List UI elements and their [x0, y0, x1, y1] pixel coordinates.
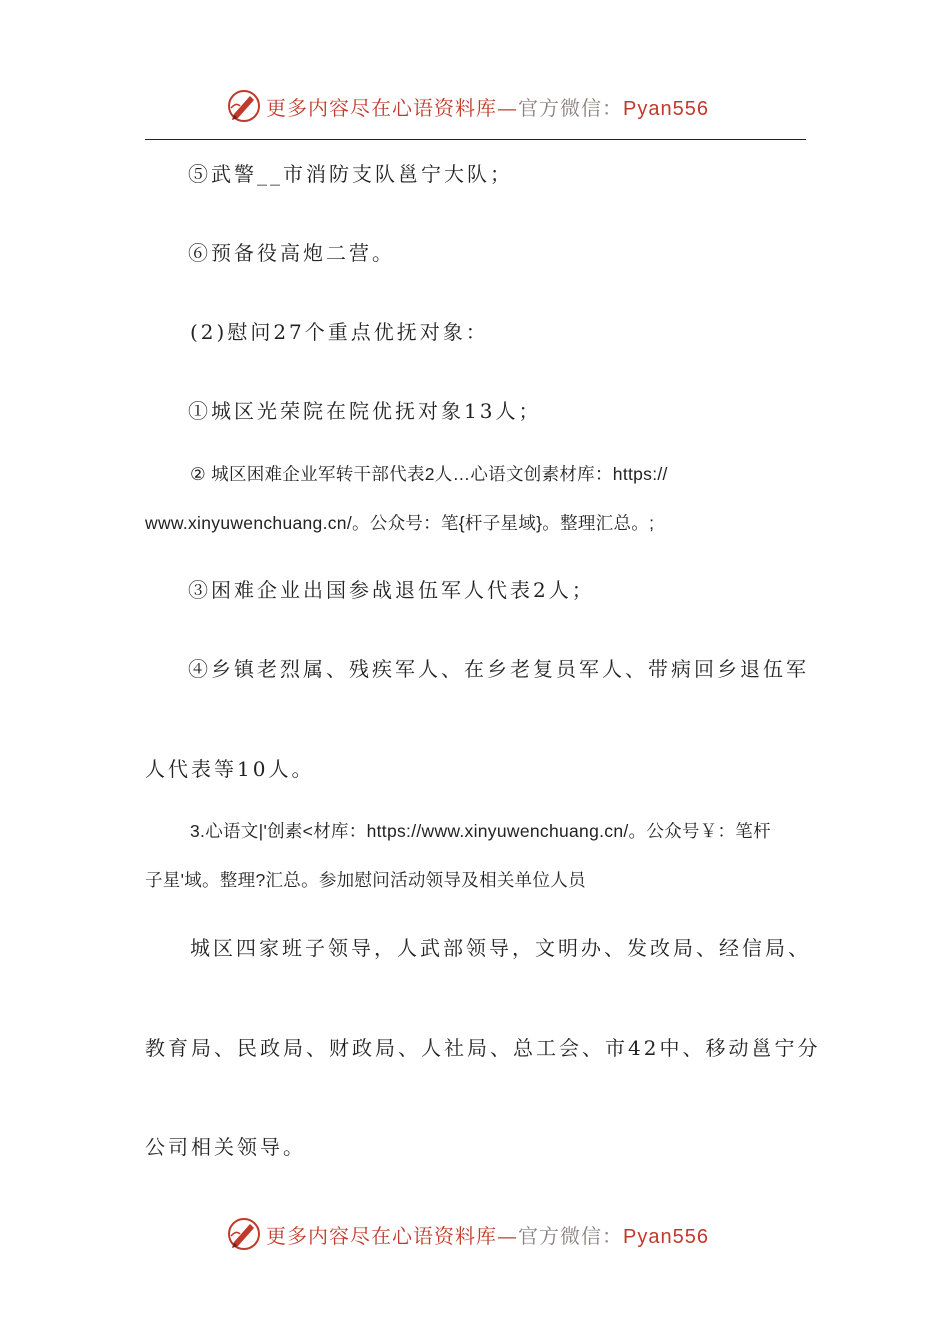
banner-wechat-label: 官方微信： [518, 96, 623, 120]
para-armed-police: ⑤武警__市消防支队邕宁大队； [188, 162, 513, 186]
para-enterprise-cadres-line2: www.xinyuwenchuang.cn/。公众号：笔{杆子星域}。整理汇总。; [145, 513, 655, 533]
para-enterprise-cadres-line1: ② 城区困难企业军转干部代表2人…心语文创素材库：https:// [190, 464, 668, 484]
banner-title: 更多内容尽在心语资料库 [266, 96, 497, 120]
banner-wechat-label: 官方微信： [518, 1224, 623, 1248]
para-township-families-line1: ④乡镇老烈属、残疾军人、在乡老复员军人、带病回乡退伍军 [188, 657, 809, 681]
para-glory-home: ①城区光荣院在院优抚对象13人； [188, 399, 542, 423]
banner-dash: — [497, 96, 518, 120]
para-township-families-line2: 人代表等10人。 [145, 757, 315, 781]
banner-wechat-id: Pyan556 [623, 1226, 709, 1248]
pen-logo-icon [226, 88, 262, 124]
para-leaders-line3: 公司相关领导。 [145, 1135, 306, 1159]
header-banner [0, 84, 950, 134]
para-section-3-line1: 3.心语文|'创素<材库：https://www.xinyuwenchuang.cn/。公众号￥：笔杆 [190, 821, 771, 841]
pen-logo-icon [226, 1216, 262, 1252]
para-veterans-abroad: ③困难企业出国参战退伍军人代表2人； [188, 578, 595, 602]
banner-dash: — [497, 1224, 518, 1248]
footer-banner [0, 1212, 950, 1262]
para-leaders-line1: 城区四家班子领导，人武部领导，文明办、发改局、经信局、 [190, 936, 811, 960]
banner-wechat-id: Pyan556 [623, 98, 709, 120]
para-leaders-line2: 教育局、民政局、财政局、人社局、总工会、市42中、移动邕宁分 [145, 1036, 821, 1060]
banner-title: 更多内容尽在心语资料库 [266, 1224, 497, 1248]
header-divider [145, 139, 806, 140]
para-section-3-line2: 子星'域。整理?汇总。参加慰问活动领导及相关单位人员 [145, 870, 586, 890]
para-reserve-artillery: ⑥预备役高炮二营。 [188, 241, 395, 265]
para-section-2-heading: (2)慰问27个重点优抚对象： [190, 320, 489, 344]
